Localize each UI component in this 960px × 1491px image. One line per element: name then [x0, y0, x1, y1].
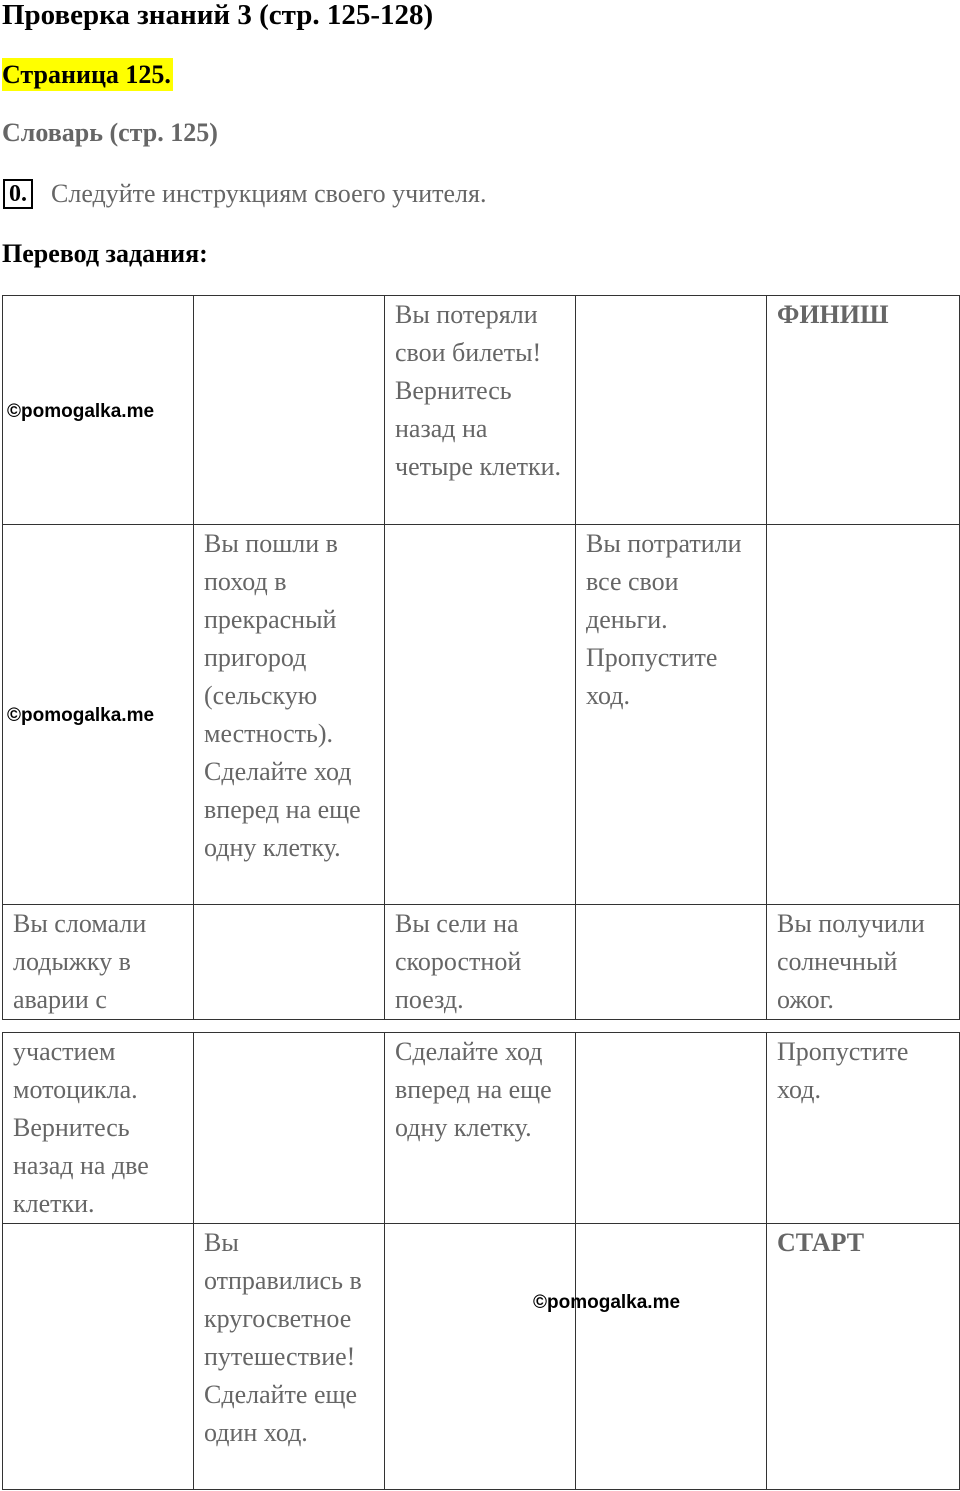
board-cell: [194, 1033, 385, 1224]
board-cell: Вы потеряли свои билеты! Вернитесь назад на четыре клетки.: [385, 296, 576, 525]
board-cell: [3, 1224, 194, 1490]
board-cell: [576, 1224, 767, 1490]
board-cell: Вы сломали лодыжку в аварии с: [3, 905, 194, 1020]
board-cell: Пропустите ход.: [767, 1033, 960, 1224]
translation-heading: Перевод задания:: [2, 239, 208, 268]
board-cell: Вы пошли в поход в прекрасный пригород (сельскую местность). Сделайте ход вперед на еще одну клетку.: [194, 525, 385, 905]
board-cell-start: СТАРТ: [767, 1224, 960, 1490]
exercise-text: Следуйте инструкциям своего учителя.: [51, 179, 487, 208]
board-cell: [385, 525, 576, 905]
board-cell: [3, 296, 194, 525]
table-row: [3, 1224, 960, 1490]
board-cell: [576, 1033, 767, 1224]
exercise-0: [3, 177, 486, 211]
board-cell: участием мотоцикла. Вернитесь назад на две клетки.: [3, 1033, 194, 1224]
board-cell: Вы сели на скоростной поезд.: [385, 905, 576, 1020]
watermark: ©pomogalka.me: [7, 705, 155, 726]
section-heading: Словарь (стр. 125): [2, 118, 218, 147]
board-cell: [194, 905, 385, 1020]
page-title: Проверка знаний 3 (стр. 125-128): [2, 0, 434, 31]
game-board-table-2: [2, 1032, 960, 1490]
board-cell: [767, 525, 960, 905]
board-cell: Вы потратили все свои деньги. Пропустите ход.: [576, 525, 767, 905]
table-row: [3, 905, 960, 1020]
board-cell: Сделайте ход вперед на еще одну клетку.: [385, 1033, 576, 1224]
watermark: ©pomogalka.me: [7, 400, 155, 422]
table-row: [3, 1033, 960, 1224]
table-row: [3, 525, 960, 905]
board-cell: [194, 296, 385, 525]
table-row: [3, 296, 960, 525]
board-cell: [576, 296, 767, 525]
board-cell: Вы получили солнечный ожог.: [767, 905, 960, 1020]
board-cell: [385, 1224, 576, 1490]
board-cell-finish: ФИНИШ: [767, 296, 960, 525]
board-cell: [576, 905, 767, 1020]
watermark: ©pomogalka.me: [533, 1292, 681, 1313]
game-board-table-1: [2, 295, 960, 1020]
board-cell: Вы отправились в кругосветное путешествие! Сделайте еще один ход.: [194, 1224, 385, 1490]
page-label-highlight: Страница 125.: [2, 60, 171, 89]
exercise-number: 0.: [3, 179, 33, 209]
board-cell: [3, 525, 194, 905]
